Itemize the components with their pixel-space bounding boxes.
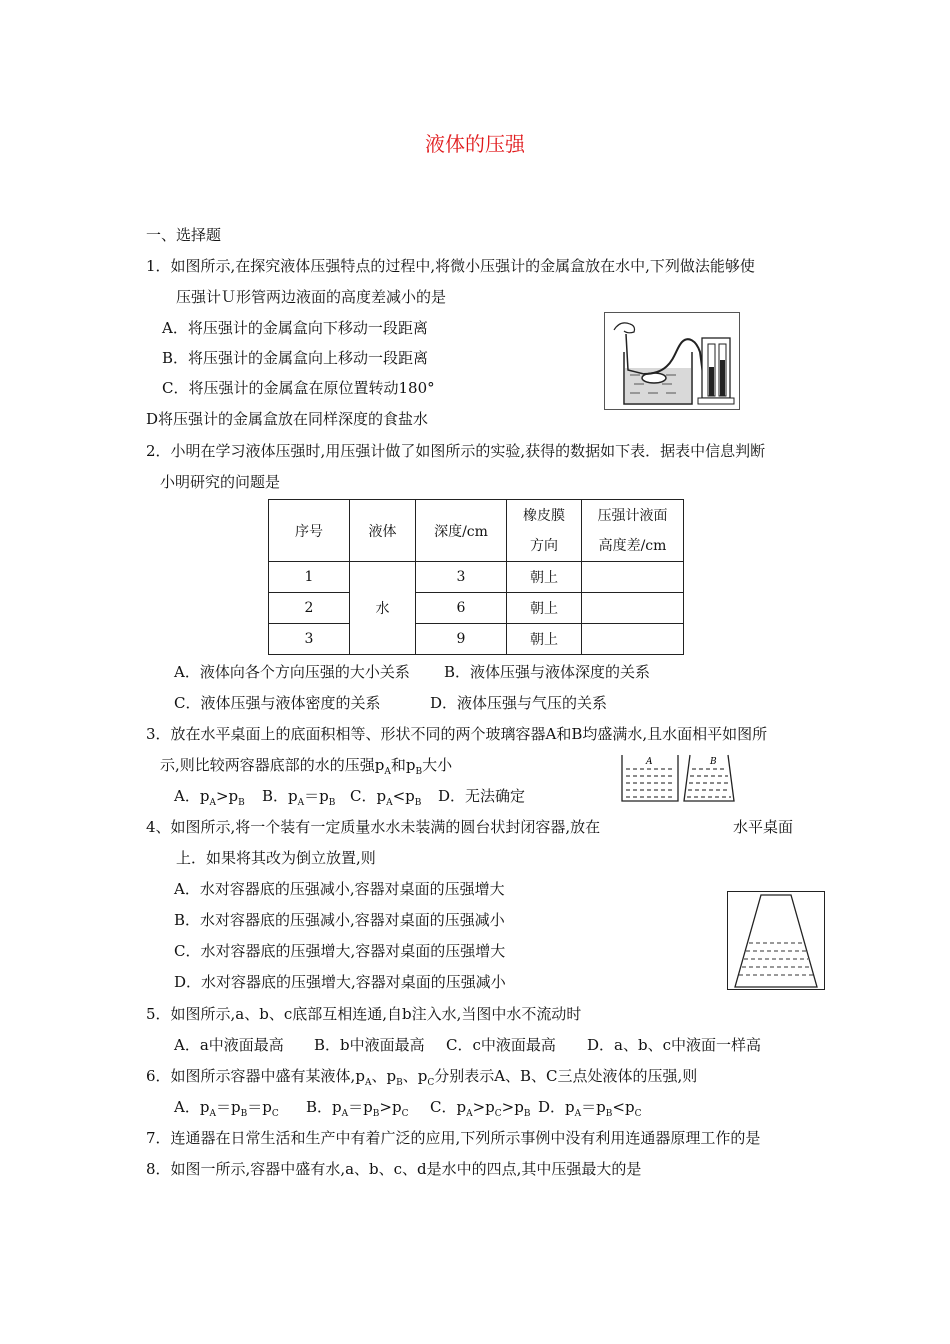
q4-stem-line2: 上．如果将其改为倒立放置,则 bbox=[176, 849, 376, 867]
q1-option-d: D将压强计的金属盒放在同样深度的食盐水 bbox=[146, 410, 429, 428]
table-cell: 9 bbox=[416, 624, 507, 655]
q4-frustum-figure bbox=[727, 891, 825, 990]
table-cell: 3 bbox=[269, 624, 350, 655]
q6-option-d: D．$p_A=p_B<p_C$ bbox=[538, 1098, 642, 1119]
table-cell: 6 bbox=[416, 593, 507, 624]
q5-option-a: A．a中液面最高 bbox=[174, 1036, 284, 1054]
q5-option-b: B．b中液面最高 bbox=[314, 1036, 425, 1054]
table-cell: 朝上 bbox=[507, 562, 582, 593]
table-cell: 2 bbox=[269, 593, 350, 624]
table-cell: 1 bbox=[269, 562, 350, 593]
q3-fig-label-a: A bbox=[646, 757, 653, 767]
table-cell-empty bbox=[582, 624, 684, 655]
q1-stem-line2: 压强计Ｕ形管两边液面的高度差减小的是 bbox=[176, 288, 447, 306]
page-title: 液体的压强 bbox=[425, 132, 525, 156]
table-cell: 朝上 bbox=[507, 593, 582, 624]
q2-stem-line1: 2．小明在学习液体压强时,用压强计做了如图所示的实验,获得的数据如下表．据表中信息判断 bbox=[146, 442, 766, 460]
table-cell: 3 bbox=[416, 562, 507, 593]
q4-stem-line1a: 4、如图所示,将一个装有一定质量水水未装满的圆台状封闭容器,放在 bbox=[146, 818, 601, 836]
table-row bbox=[269, 562, 684, 593]
q6-stem: 6．如图所示容器中盛有某液体$,p_A$、$p_B$、$p_C$分别表示A、B、C三点处液体的压强,则 bbox=[146, 1067, 698, 1088]
q3-option-d: D．无法确定 bbox=[438, 787, 526, 805]
section-heading: 一、选择题 bbox=[146, 226, 222, 244]
q8-stem: 8．如图一所示,容器中盛有水,a、b、c、d是水中的四点,其中压强最大的是 bbox=[146, 1160, 642, 1178]
q3-fig-label-b: B bbox=[710, 757, 717, 767]
q2-option-d: D．液体压强与气压的关系 bbox=[430, 694, 608, 712]
q2-data-table bbox=[268, 499, 684, 655]
header-diff-line2: 高度差/cm bbox=[598, 537, 667, 554]
table-cell-liquid: 水 bbox=[350, 562, 416, 655]
q4-stem-line1b: 水平桌面 bbox=[733, 818, 794, 836]
q1-option-c: C．将压强计的金属盒在原位置转动180° bbox=[162, 379, 435, 397]
table-cell-empty bbox=[582, 562, 684, 593]
q4-option-d: D．水对容器底的压强增大,容器对桌面的压强减小 bbox=[174, 973, 506, 991]
q5-option-d: D．a、b、c中液面一样高 bbox=[587, 1036, 761, 1054]
table-header-cell: 序号 bbox=[269, 500, 350, 562]
q1-option-a: A．将压强计的金属盒向下移动一段距离 bbox=[162, 319, 428, 337]
table-row bbox=[269, 624, 684, 655]
q1-option-b: B．将压强计的金属盒向上移动一段距离 bbox=[162, 349, 429, 367]
header-dir-line1: 橡皮膜 bbox=[523, 507, 565, 524]
table-cell: 朝上 bbox=[507, 624, 582, 655]
q1-stem-line1: 1．如图所示,在探究液体压强特点的过程中,将微小压强计的金属盒放在水中,下列做法能够使 bbox=[146, 257, 755, 275]
q1-pressure-gauge-figure bbox=[604, 312, 740, 410]
q5-stem: 5．如图所示,a、b、c底部互相连通,自b注入水,当图中水不流动时 bbox=[146, 1005, 582, 1023]
q3-containers-figure bbox=[620, 753, 736, 803]
q3-option-b: B．$p_A=p_B$ bbox=[262, 787, 336, 808]
table-header-cell: 深度/cm bbox=[416, 500, 507, 562]
q3-stem-line2: 示,则比较两容器底部的水的压强$p_A$和$p_B$大小 bbox=[160, 756, 453, 777]
q6-option-b: B．$p_A=p_B>p_C$ bbox=[306, 1098, 409, 1119]
table-row bbox=[269, 593, 684, 624]
q7-stem: 7．连通器在日常生活和生产中有着广泛的应用,下列所示事例中没有利用连通器原理工作的是 bbox=[146, 1129, 761, 1147]
q3-option-a: A．$p_A>p_B$ bbox=[174, 787, 245, 808]
q2-option-b: B．液体压强与液体深度的关系 bbox=[444, 663, 651, 681]
q2-option-c: C．液体压强与液体密度的关系 bbox=[174, 694, 381, 712]
header-dir-line2: 方向 bbox=[530, 537, 558, 554]
q4-option-a: A．水对容器底的压强减小,容器对桌面的压强增大 bbox=[174, 880, 505, 898]
header-diff-line1: 压强计液面 bbox=[597, 507, 668, 524]
q2-stem-line2: 小明研究的问题是 bbox=[160, 473, 281, 491]
q3-stem-line1: 3．放在水平桌面上的底面积相等、形状不同的两个玻璃容器A和B均盛满水,且水面相平如图所 bbox=[146, 725, 768, 743]
table-header-cell: 液体 bbox=[350, 500, 416, 562]
q4-option-c: C．水对容器底的压强增大,容器对桌面的压强增大 bbox=[174, 942, 506, 960]
table-cell-empty bbox=[582, 593, 684, 624]
q3-option-c: C．$p_A<p_B$ bbox=[350, 787, 422, 808]
q6-option-a: A．$p_A=p_B=p_C$ bbox=[174, 1098, 279, 1119]
q6-option-c: C．$p_A>p_C>p_B$ bbox=[430, 1098, 531, 1119]
table-header-cell bbox=[582, 500, 684, 562]
table-header-cell bbox=[507, 500, 582, 562]
q4-option-b: B．水对容器底的压强减小,容器对桌面的压强减小 bbox=[174, 911, 505, 929]
q5-option-c: C．c中液面最高 bbox=[446, 1036, 556, 1054]
q2-option-a: A．液体向各个方向压强的大小关系 bbox=[174, 663, 410, 681]
